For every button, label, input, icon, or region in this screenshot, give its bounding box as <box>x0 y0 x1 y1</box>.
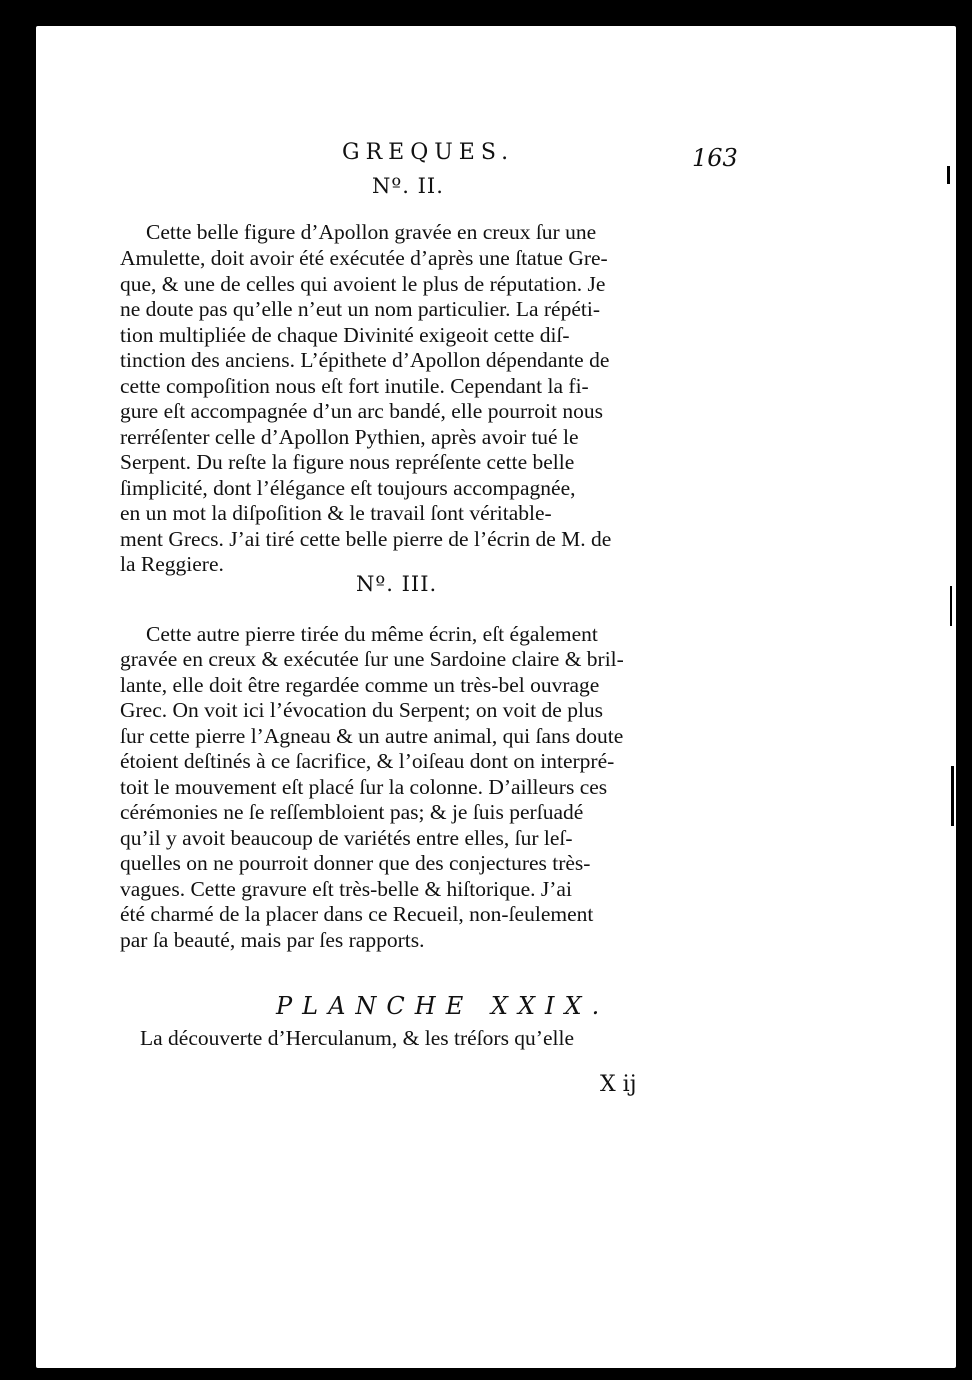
section-heading-3: Nº. III. <box>356 572 438 596</box>
text-line: la Reggiere. <box>120 552 224 576</box>
section-heading-2: Nº. II. <box>372 174 444 198</box>
text-line: ment Grecs. J’ai tiré cette belle pierre de l’écrin de M. de <box>120 527 612 551</box>
text-line: ſur cette pierre l’Agneau & un autre animal, qui ſans doute <box>120 724 624 748</box>
text-line: cette compoſition nous eſt fort inutile. Cependant la fi- <box>120 374 589 398</box>
text-line: Amulette, doit avoir été exécutée d’après une ſtatue Gre- <box>120 246 608 270</box>
page-number: 163 <box>692 144 738 172</box>
text-line: Cette belle figure d’Apollon gravée en creux ſur une <box>146 220 597 244</box>
text-line: quelles on ne pourroit donner que des conjectures très- <box>120 851 591 875</box>
running-head: GREQUES. <box>342 140 515 165</box>
text-line: tion multipliée de chaque Divinité exigeoit cette diſ- <box>120 323 570 347</box>
text-line: lante, elle doit être regardée comme un très-bel ouvrage <box>120 673 600 697</box>
scan-speck <box>947 166 950 184</box>
text-line: Grec. On voit ici l’évocation du Serpent; on voit de plus <box>120 698 604 722</box>
plate-first-line: La découverte d’Herculanum, & les tréſors qu’elle <box>140 1026 574 1050</box>
text-line: gure eſt accompagnée d’un arc bandé, elle pourroit nous <box>120 399 603 423</box>
plate-heading: PLANCHE XXIX. <box>276 992 610 1020</box>
text-line: gravée en creux & exécutée ſur une Sardoine claire & bril- <box>120 647 624 671</box>
text-line: été charmé de la placer dans ce Recueil, non-ſeulement <box>120 902 594 926</box>
text-line: rerréſenter celle d’Apollon Pythien, après avoir tué le <box>120 425 579 449</box>
text-line: Serpent. Du reſte la figure nous repréſente cette belle <box>120 450 575 474</box>
scan-speck <box>950 586 952 626</box>
text-line: qu’il y avoit beaucoup de variétés entre elles, ſur leſ- <box>120 826 573 850</box>
text-line: cérémonies ne ſe reſſembloient pas; & je ſuis perſuadé <box>120 800 584 824</box>
text-line: ſimplicité, dont l’élégance eſt toujours accompagnée, <box>120 476 576 500</box>
text-line: étoient deſtinés à ce ſacrifice, & l’oiſeau dont on interpré- <box>120 749 615 773</box>
text-line: vagues. Cette gravure eſt très-belle & hiſtorique. J’ai <box>120 877 572 901</box>
text-line: par ſa beauté, mais par ſes rapports. <box>120 928 425 952</box>
text-line: ne doute pas qu’elle n’eut un nom particulier. La répéti- <box>120 297 600 321</box>
book-page <box>36 26 956 1368</box>
text-line: en un mot la diſpoſition & le travail ſont véritable- <box>120 501 552 525</box>
text-line: toit le mouvement eſt placé ſur la colonne. D’ailleurs ces <box>120 775 608 799</box>
scan-speck <box>951 766 954 826</box>
text-line: que, & une de celles qui avoient le plus de réputation. Je <box>120 272 606 296</box>
text-line: tinction des anciens. L’épithete d’Apollon dépendante de <box>120 348 610 372</box>
text-line: Cette autre pierre tirée du même écrin, eſt également <box>146 622 598 646</box>
signature-mark: X ij <box>600 1072 637 1097</box>
